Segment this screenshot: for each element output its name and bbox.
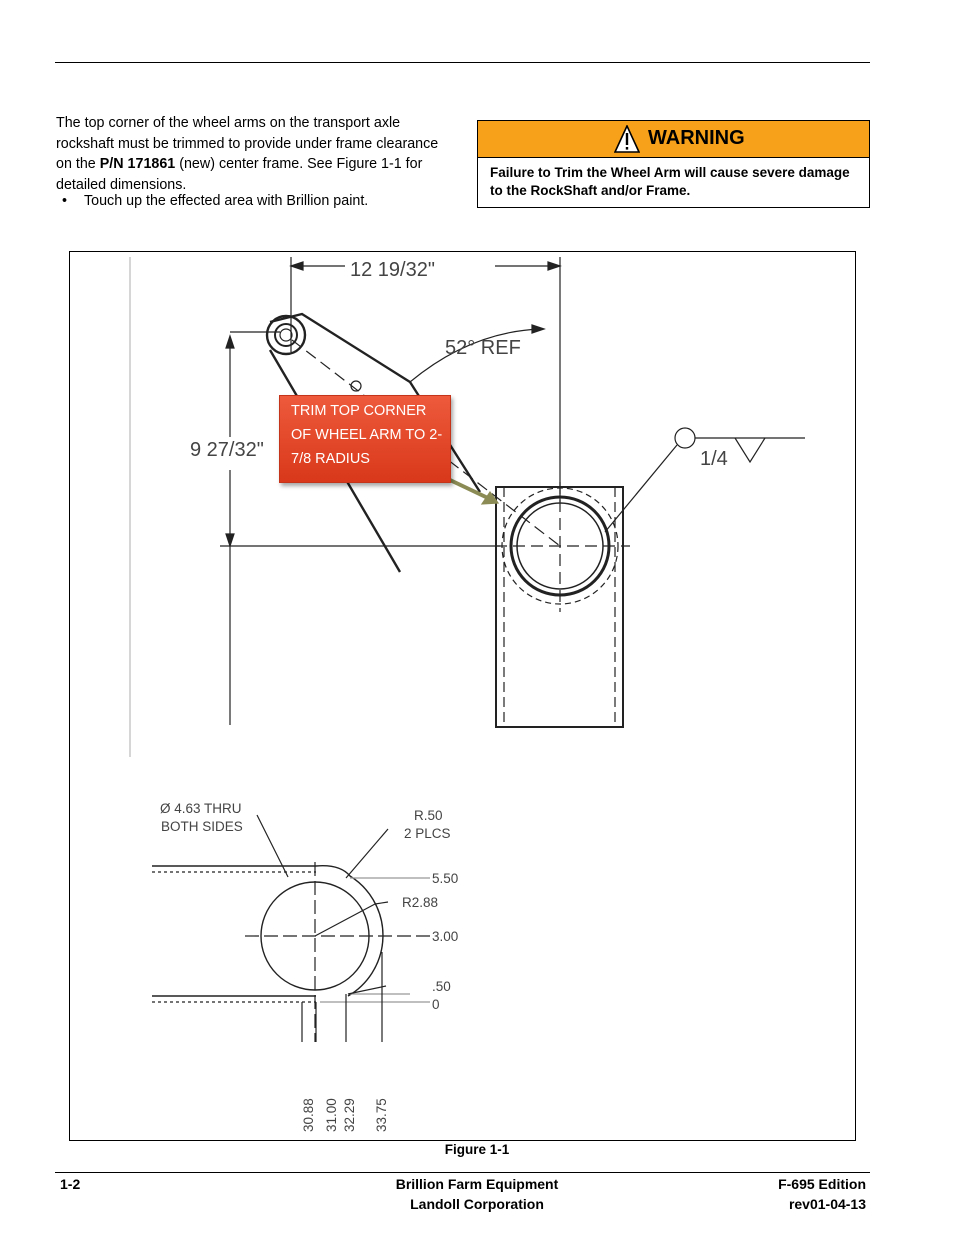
dim-radius-small-line2: 2 PLCS: [404, 826, 451, 841]
bullet-dot: •: [62, 193, 68, 209]
footer-rule: [55, 1172, 870, 1173]
company-name-2: Landoll Corporation: [410, 1196, 544, 1212]
dim-x-32-29: 32.29: [342, 1098, 357, 1132]
dim-y-5-50: 5.50: [432, 871, 459, 886]
edition-label: F-695 Edition: [778, 1176, 866, 1192]
dim-x-33-75: 33.75: [374, 1098, 389, 1132]
dim-hole-line2: BOTH SIDES: [161, 819, 243, 834]
figure-caption: Figure 1-1: [444, 1142, 510, 1157]
dim-x-30-88: 30.88: [301, 1098, 316, 1132]
bullet-text: Touch up the effected area with Brillion paint.: [84, 193, 369, 209]
dim-weld: 1/4: [700, 448, 728, 470]
footer-edition: [778, 1174, 866, 1214]
page-number: 1-2: [60, 1176, 81, 1192]
intro-text-end: (new) center frame. See Figure 1-1 for detailed dimensions.: [56, 156, 423, 193]
dim-hole: Ø 4.63 THRU: [160, 801, 242, 816]
company-name-1: Brillion Farm Equipment: [395, 1176, 559, 1192]
intro-text: The top corner of the wheel arms on the transport axle rockshaft must be trimmed to provide under frame clearance on the: [56, 115, 439, 172]
dim-radius-large: R2.88: [402, 895, 439, 910]
dim-y-0: 0: [432, 997, 440, 1012]
warning-title: WARNING: [648, 127, 745, 149]
dim-angle: 52° REF: [445, 337, 521, 359]
revision-label: rev01-04-13: [788, 1196, 866, 1212]
trim-callout: TRIM TOP CORNER OF WHEEL ARM TO 2-7/8 RADIUS: [279, 395, 451, 483]
intro-paragraph: [56, 113, 446, 195]
dim-y-3-00: 3.00: [432, 929, 459, 944]
header-rule: [55, 62, 870, 63]
warning-triangle-icon: [614, 125, 640, 153]
dim-y-0-50: .50: [432, 979, 451, 994]
part-number: P/N 171861: [99, 156, 176, 172]
dim-height: 9 27/32": [190, 439, 264, 461]
figure-frame: [69, 251, 856, 1141]
dim-radius-small: R.50: [414, 808, 443, 823]
warning-header: [478, 121, 869, 158]
warning-text: Failure to Trim the Wheel Arm will cause severe damage to the RockShaft and/or Frame.: [490, 165, 850, 198]
bullet-item: [62, 192, 368, 210]
figure-drawing: [70, 252, 855, 1140]
dim-x-31-00: 31.00: [324, 1098, 339, 1132]
warning-box: [477, 120, 870, 208]
dim-width: 12 19/32": [350, 259, 435, 281]
